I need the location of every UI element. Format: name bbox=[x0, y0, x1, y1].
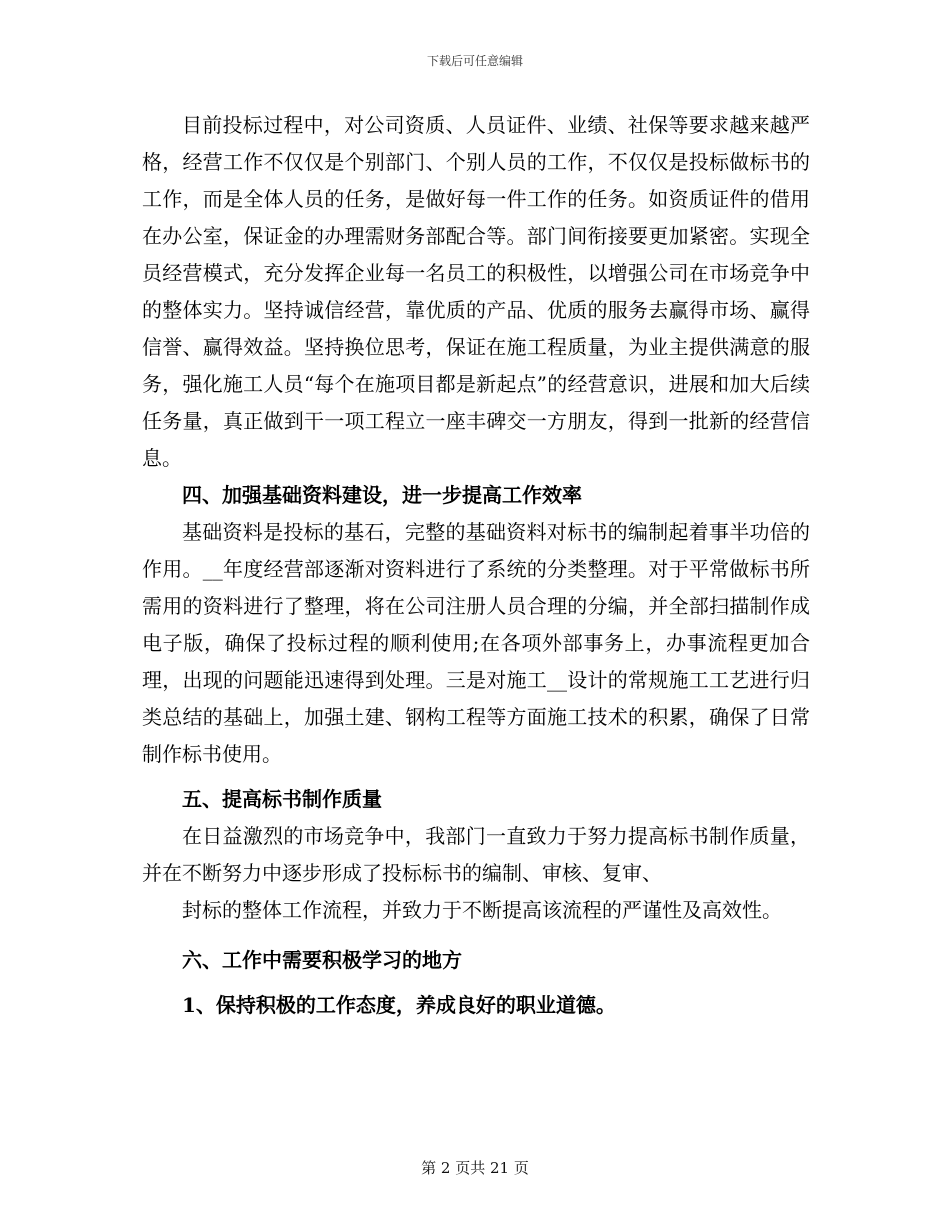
paragraph-bid-workflow: 封标的整体工作流程，并致力于不断提高该流程的严谨性及高效性。 bbox=[182, 898, 782, 922]
paragraph-bid-quality: 在日益激烈的市场竞争中，我部门一直致力于努力提高标书制作质量，并在不断努力中逐步形成了投标标书的编制、审核、复审、 bbox=[142, 824, 810, 885]
paragraph-basic-materials: 基础资料是投标的基石，完整的基础资料对标书的编制起着事半功倍的作用。__年度经营部逐渐对资料进行了系统的分类整理。对于平常做标书所需用的资料进行了整理，将在公司注册人员合理的分编，并全部扫描制作成电子版，确保了投标过程的顺利使用;在各项外部事务上，办事流程更加合理，出现的问题能迅速得到处理。三是对施工__设计的常规施工工艺进行归类总结的基础上，加强土建、钢构工程等方面施工技术的积累，确保了日常制作标书使用。 bbox=[142, 520, 810, 766]
document-body bbox=[142, 107, 810, 1024]
section-heading-bid-quality: 五、提高标书制作质量 bbox=[182, 787, 382, 811]
subheading-work-attitude: 1、保持积极的工作态度，养成良好的职业道德。 bbox=[182, 993, 616, 1017]
section-heading-learning: 六、工作中需要积极学习的地方 bbox=[182, 948, 462, 972]
page-header: 下载后可任意编辑 bbox=[426, 54, 523, 68]
section-heading-basic-materials: 四、加强基础资料建设，进一步提高工作效率 bbox=[182, 483, 582, 507]
page-number: 第 2 页共 21 页 bbox=[421, 1159, 529, 1177]
paragraph-bidding-process: 目前投标过程中，对公司资质、人员证件、业绩、社保等要求越来越严格，经营工作不仅仅是个别部门、个别人员的工作，不仅仅是投标做标书的工作，而是全体人员的任务，是做好每一件工作的任务。如资质证件的借用在办公室，保证金的办理需财务部配合等。部门间衔接要更加紧密。实现全员经营模式，充分发挥企业每一名员工的积极性，以增强公司在市场竞争中的整体实力。坚持诚信经营，靠优质的产品、优质的服务去赢得市场、赢得信誉、赢得效益。坚持换位思考，保证在施工程质量，为业主提供满意的服务，强化施工人员“每个在施项目都是新起点”的经营意识，进展和加大后续任务量，真正做到干一项工程立一座丰碑交一方朋友，得到一批新的经营信息。 bbox=[142, 113, 810, 470]
